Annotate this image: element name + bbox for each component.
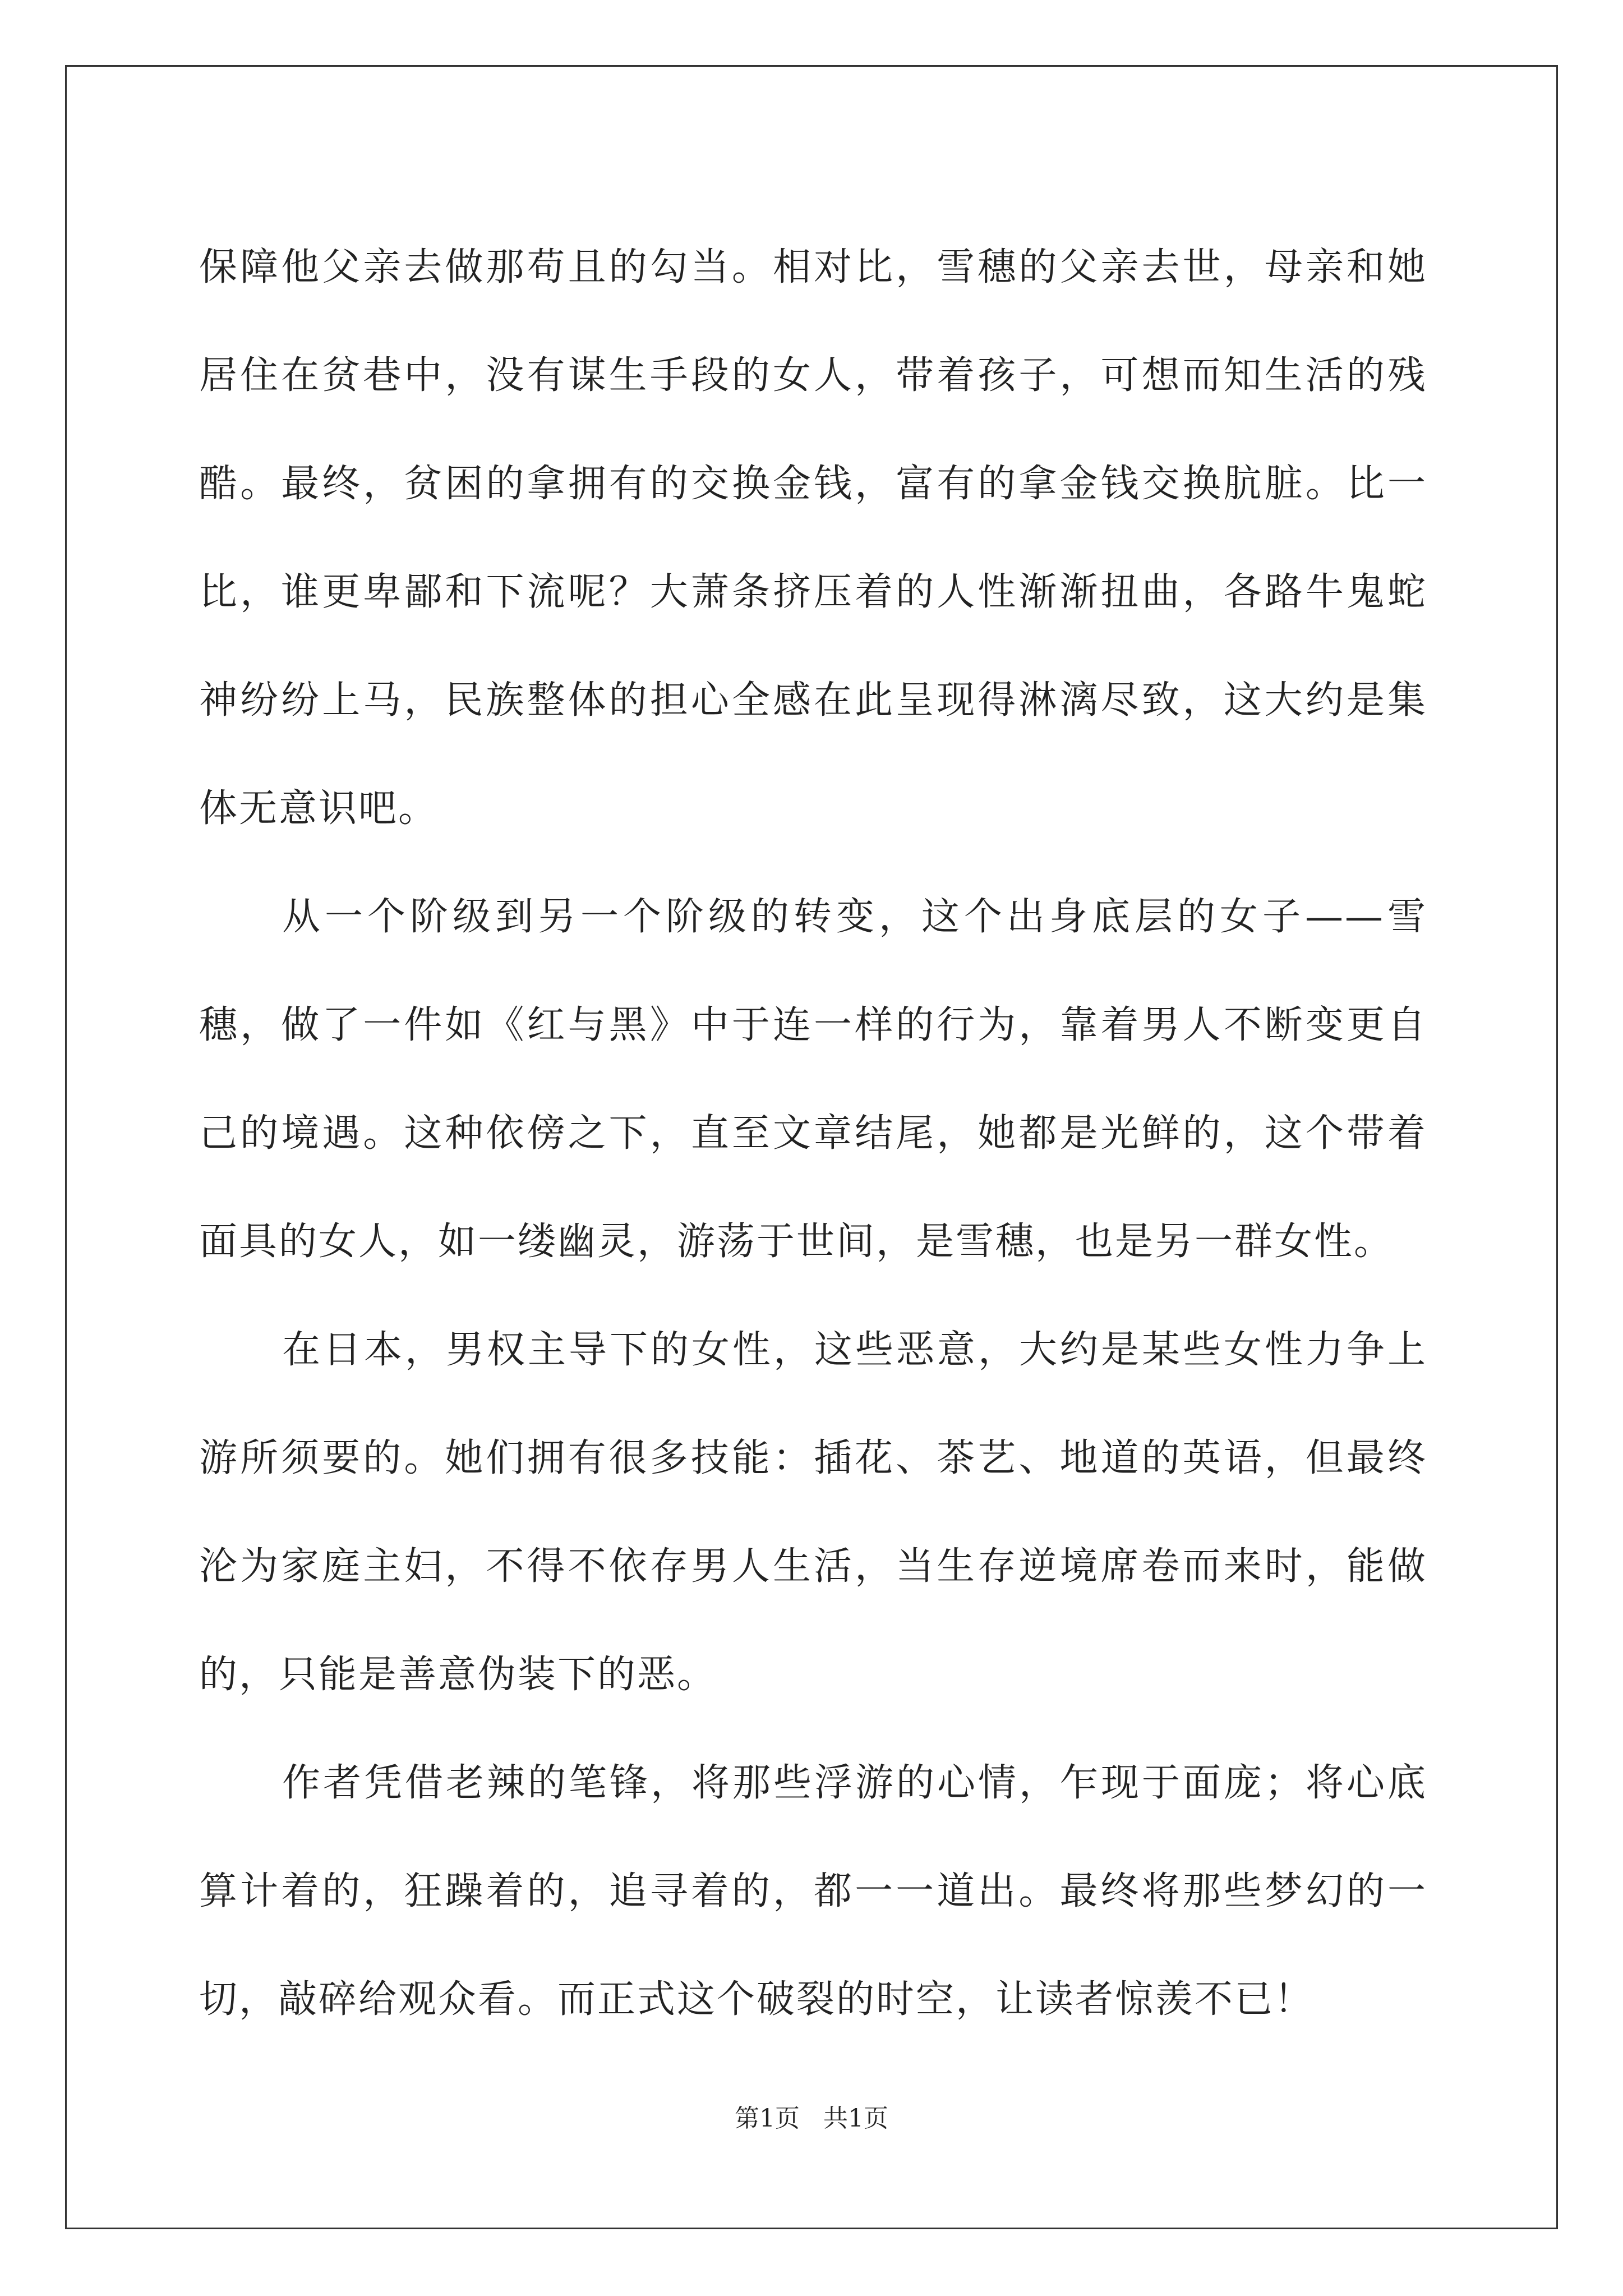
paragraph-4: 作者凭借老辣的笔锋，将那些浮游的心情，乍现于面庞；将心底算计着的，狂躁着的，追寻着的，都一一道出。最终将那些梦幻的一切，敲碎给观众看。而正式这个破裂的时空，让读者惊羡不已！: [199, 1761, 1427, 2022]
paragraph-3: 在日本，男权主导下的女性，这些恶意，大约是某些女性力争上游所须要的。她们拥有很多技能：插花、茶艺、地道的英语，但最终沦为家庭主妇，不得不依存男人生活，当生存逆境席卷而来时，能做的，只能是善意伪装下的恶。: [199, 1328, 1427, 1697]
document-body: [199, 213, 1427, 2054]
page-number-footer: 第1页 共1页: [735, 2104, 888, 2133]
paragraph-1: 保障他父亲去做那苟且的勾当。相对比，雪穗的父亲去世，母亲和她居住在贫巷中，没有谋生手段的女人，带着孩子，可想而知生活的残酷。最终，贫困的拿拥有的交换金钱，富有的拿金钱交换肮脏。比一比，谁更卑鄙和下流呢？大萧条挤压着的人性渐渐扭曲，各路牛鬼蛇神纷纷上马，民族整体的担心全感在此呈现得淋漓尽致，这大约是集体无意识吧。: [199, 245, 1427, 831]
paragraph-2: 从一个阶级到另一个阶级的转变，这个出身底层的女子——雪穗，做了一件如《红与黑》中于连一样的行为，靠着男人不断变更自己的境遇。这种依傍之下，直至文章结尾，她都是光鲜的，这个带着面具的女人，如一缕幽灵，游荡于世间，是雪穗，也是另一群女性。: [199, 895, 1427, 1264]
